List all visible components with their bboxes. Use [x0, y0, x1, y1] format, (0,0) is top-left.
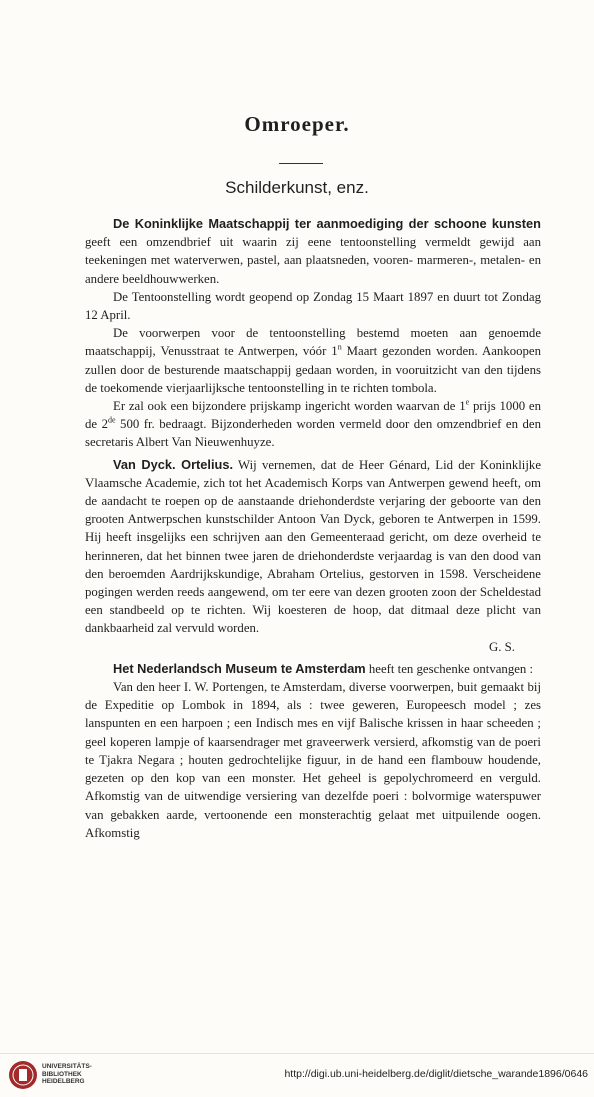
article3-paragraph: Van den heer I. W. Portengen, te Amsterdam, diverse voorwerpen, buit gemaakt bij de Expeditie op Lombok in 1894, als : twee geweren, Europeesch model ; zes lanspunten en een harpoen ; een Indisch mes en vijf Balische krissen in haar scheeden ; geel koperen lampje of kaarsendrager met graveerwerk versierd, afkomstig van de poeri te Tjakra Negara ; houten gedrochtelijke figuur, in de hand een flambouw houdende, gezeten op den kop van een monster. Het geheel is gepolychromeerd en verguld. Afkomstig van de uitwendige versiering van dezelfde poeri : bolvormige waterspuwer van gebakken aarde, vertoonende een monsterachtig gelaat met uitpuilende oogen. Afkomstig [85, 680, 541, 840]
article1-lead: De Koninklijke Maatschappij ter aanmoediging der schoone kunsten [113, 216, 541, 231]
article-body [85, 215, 541, 842]
article1-paragraph2: De Tentoonstelling wordt geopend op Zondag 15 Maart 1897 en duurt tot Zondag 12 April. [85, 289, 541, 323]
title-divider [279, 163, 323, 164]
article3-intro: Het Nederlandsch Museum te Amsterdam heeft ten geschenke ontvangen : [113, 660, 534, 676]
university-seal-icon [8, 1060, 38, 1090]
article1-paragraph3: De voorwerpen voor de tentoonstelling bestemd moeten aan genoemde maatschappij, Venusstraat te Antwerpen, vóór 1$^n$ Maart gezonden worden. Aankoopen zullen door de besturende maatschappij gedaan worden, in vooruitzicht van den tijdens de toekomende vierjaarlijksche tentoonstelling in te richten tombola. [85, 326, 541, 395]
source-url-link[interactable]: http://digi.ub.uni-heidelberg.de/diglit/dietsche_warande1896/0646 [284, 1068, 588, 1080]
page-title: Omroeper. [244, 112, 350, 136]
article3-lead: Het Nederlandsch Museum te Amsterdam [113, 660, 366, 676]
library-logo-text: UNIVERSITÄTS- BIBLIOTHEK HEIDELBERG [42, 1063, 92, 1085]
section-heading: Schilderkunst, enz. [225, 178, 369, 197]
article2-lead: Van Dyck. Ortelius. [113, 456, 234, 472]
article2-signature: G. S. [489, 639, 515, 654]
article2-paragraph: Van Dyck. Ortelius. Wij vernemen, dat de Heer Génard, Lid der Koninklijke Vlaamsche Academie, zich tot het Academisch Korps van Antwerpen gewend heeft, om de aandacht te roepen op de aanstaande driehonderdste verjaring der geboorte van den grooten Antwerpschen kunstschilder Antoon Van Dyck, geboren te Antwerpen in 1599. Hij heeft insgelijks een schrijven aan den Gemeenteraad gericht, om deze overheid te herinneren, dat het binnen twee jaren de driehonderdste verjaardag is van den dood van den beroemden Aardrijkskundige, Abraham Ortelius, gestorven in 1598. Verscheidene pogingen werden reeds aangewend, om ter eere van dezen grooten zoon der Scheldestad een standbeeld op te richten. Wij koesteren de hoop, dat ditmaal deze plicht van dankbaarheid zal vervuld worden. [85, 456, 541, 636]
article1-paragraph1: De Koninklijke Maatschappij ter aanmoediging der schoone kunsten geeft een omzendbrief uit waarin zij eene tentoonstelling vermeldt gewijd aan teekeningen met waterverwen, pastel, aan plaatsneden, vooren- marmeren-, metalen- en andere beeldhouwwerken. [85, 216, 541, 286]
footer-bar [0, 1053, 594, 1097]
article1-paragraph4: Er zal ook een bijzondere prijskamp ingericht worden waarvan de 1e prijs 1000 en de 2de 500 fr. bedraagt. Bijzonderheden worden vermeld door den omzendbrief en den secretaris Albert Van Nieuwenhuyze. [85, 397, 541, 450]
